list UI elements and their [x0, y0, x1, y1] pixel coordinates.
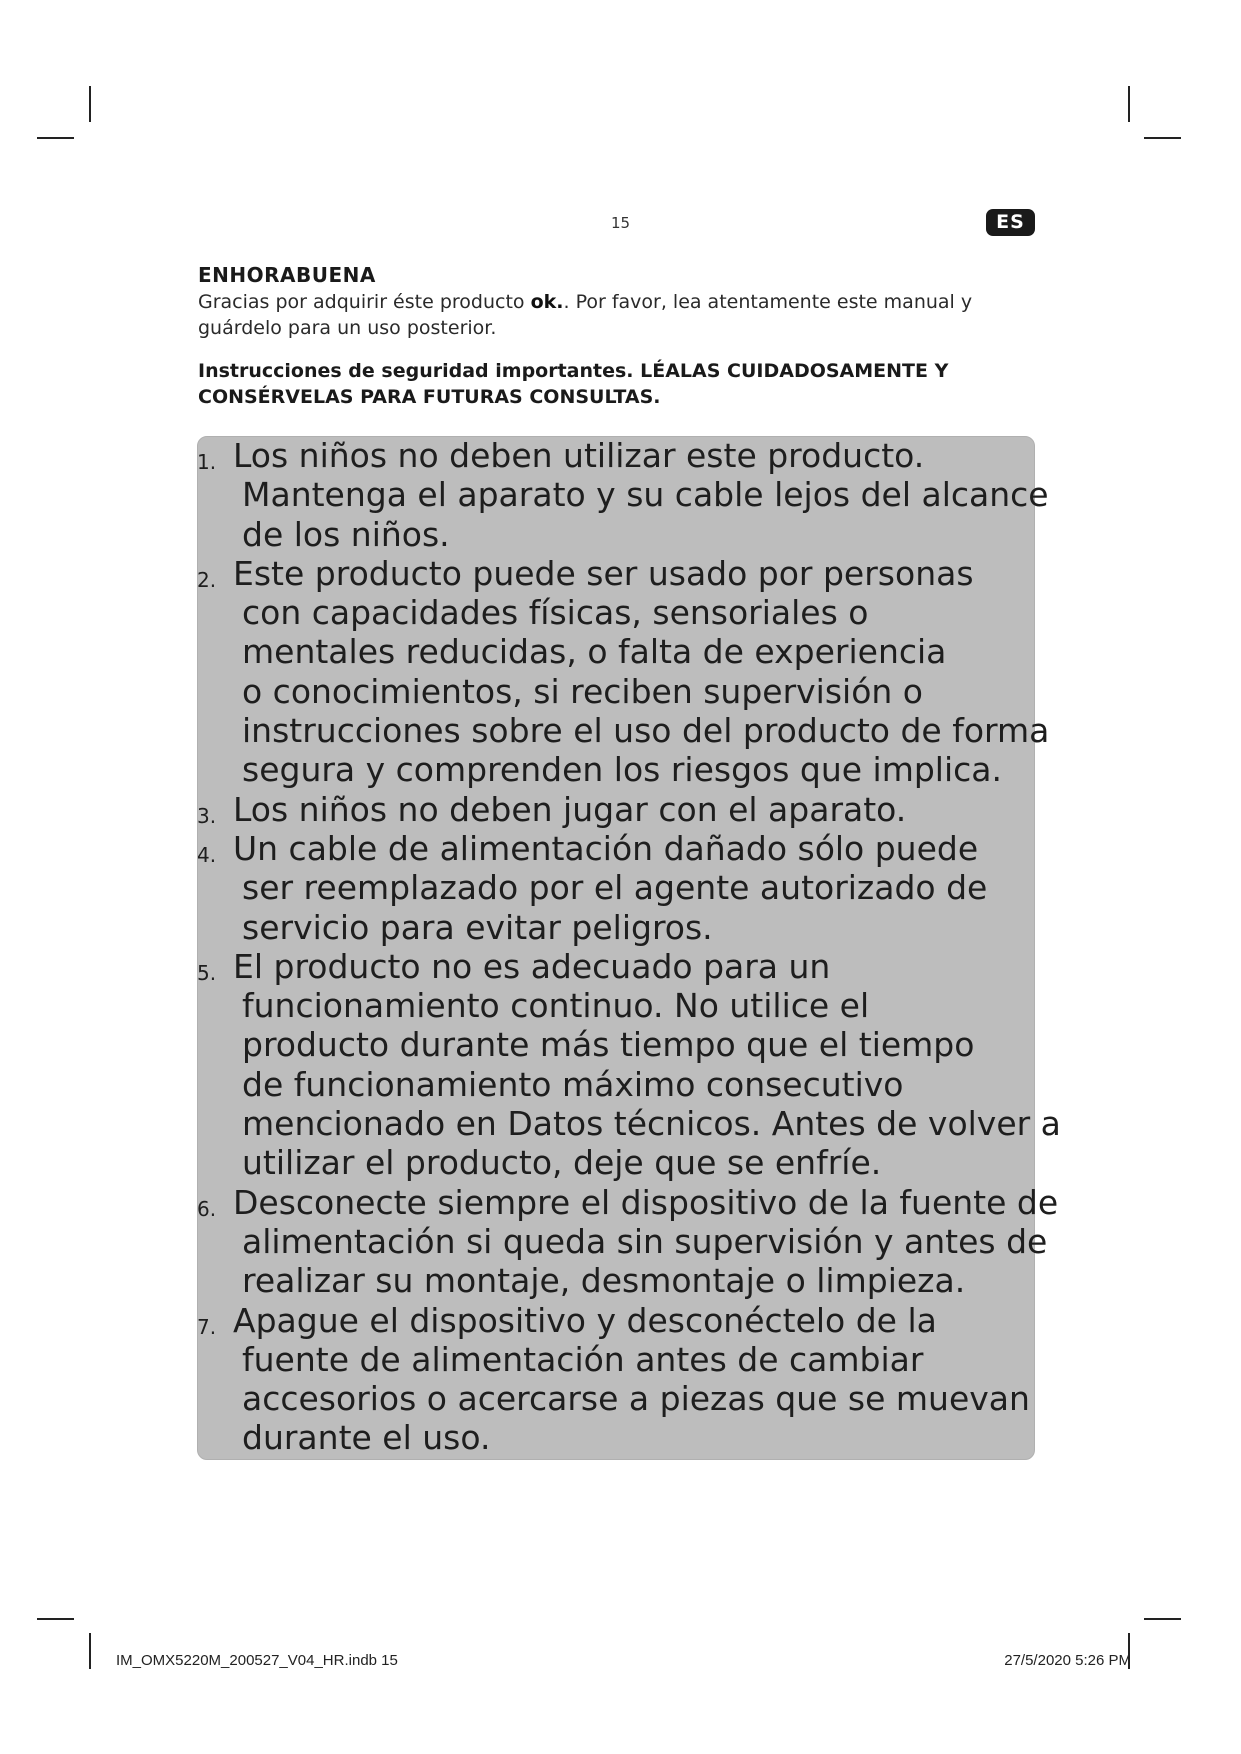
crop-mark-top-left-horizontal	[37, 137, 74, 139]
crop-mark-top-left-vertical	[89, 86, 91, 122]
intro-section	[198, 262, 1038, 341]
crop-mark-top-right-vertical	[1128, 86, 1130, 122]
safety-item-line: con capacidades físicas, sensoriales o	[242, 593, 869, 633]
safety-item	[197, 1301, 1042, 1458]
safety-instructions-list	[197, 436, 1061, 1458]
safety-item-line: El producto no es adecuado para un	[233, 946, 831, 986]
safety-item-line: alimentación si queda sin supervisión y antes de	[242, 1221, 1048, 1261]
intro-heading: ENHORABUENA	[198, 263, 376, 287]
safety-item-line: servicio para evitar peligros.	[242, 907, 713, 947]
safety-item-line: Los niños no deben utilizar este producto.	[233, 436, 925, 475]
safety-item-line: utilizar el producto, deje que se enfríe.	[242, 1143, 882, 1183]
safety-item-number: 3.	[197, 803, 217, 828]
safety-item	[197, 436, 1049, 554]
safety-item	[197, 829, 1042, 947]
safety-item-line: accesorios o acercarse a piezas que se muevan	[242, 1379, 1030, 1419]
safety-item-line: ser reemplazado por el agente autorizado de	[242, 868, 988, 908]
safety-item-line: fuente de alimentación antes de cambiar	[242, 1339, 924, 1379]
page-number: 15	[610, 214, 631, 232]
safety-item-line: de funcionamiento máximo consecutivo	[242, 1064, 904, 1104]
safety-item-number: 5.	[197, 960, 217, 985]
safety-item	[197, 790, 1042, 829]
safety-item-line: Este producto puede ser usado por personas	[233, 553, 974, 593]
safety-item-line: Un cable de alimentación dañado sólo puede	[233, 828, 979, 868]
safety-instructions-title: Instrucciones de seguridad importantes. LÉALAS CUIDADOSAMENTE Y CONSÉRVELAS PARA FUTURAS CONSULTAS.	[198, 360, 949, 408]
intro-body-before: Gracias por adquirir éste producto	[198, 291, 531, 313]
crop-mark-top-right-horizontal	[1144, 137, 1181, 139]
brand-name: ok.	[530, 291, 564, 313]
safety-item-number: 2.	[197, 567, 217, 592]
safety-item-line: instrucciones sobre el uso del producto de forma	[242, 711, 1050, 751]
safety-item-line: segura y comprenden los riesgos que implica.	[242, 750, 1002, 790]
safety-item-number: 1.	[197, 450, 217, 474]
safety-item	[197, 946, 1061, 1183]
safety-item-line: durante el uso.	[242, 1418, 491, 1458]
safety-item-line: Mantenga el aparato y su cable lejos del alcance	[242, 475, 1049, 515]
safety-item-line: o conocimientos, si reciben supervisión o	[242, 671, 923, 711]
safety-item-line: de los niños.	[242, 514, 450, 554]
intro-body	[198, 289, 1038, 341]
crop-mark-bottom-left-vertical	[89, 1633, 91, 1669]
safety-item-line: mencionado en Datos técnicos. Antes de volver a	[242, 1104, 1061, 1144]
crop-mark-bottom-right-horizontal	[1144, 1618, 1181, 1620]
safety-item-line: mentales reducidas, o falta de experiencia	[242, 632, 947, 672]
footer-file-name: IM_OMX5220M_200527_V04_HR.indb 15	[116, 1652, 398, 1669]
intro-body-after: . Por favor, lea atentamente este manual y guárdelo para un uso posterior.	[198, 291, 973, 339]
safety-item-line: funcionamiento continuo. No utilice el	[242, 986, 870, 1026]
safety-item-line: realizar su montaje, desmontaje o limpieza.	[242, 1261, 966, 1301]
safety-item-line: Los niños no deben jugar con el aparato.	[233, 789, 907, 829]
safety-item-number: 6.	[197, 1196, 217, 1221]
safety-item-number: 7.	[197, 1314, 217, 1339]
safety-item	[197, 1182, 1059, 1301]
safety-item	[197, 553, 1050, 790]
safety-item-line: Desconecte siempre el dispositivo de la fuente de	[233, 1182, 1059, 1222]
safety-item-line: producto durante más tiempo que el tiempo	[242, 1025, 975, 1065]
safety-item-number: 4.	[197, 842, 217, 867]
safety-item-line: Apague el dispositivo y desconéctelo de la	[233, 1300, 937, 1340]
footer-datetime: 27/5/2020 5:26 PM	[1004, 1652, 1131, 1669]
crop-mark-bottom-left-horizontal	[37, 1618, 74, 1620]
language-badge: ES	[986, 209, 1035, 236]
